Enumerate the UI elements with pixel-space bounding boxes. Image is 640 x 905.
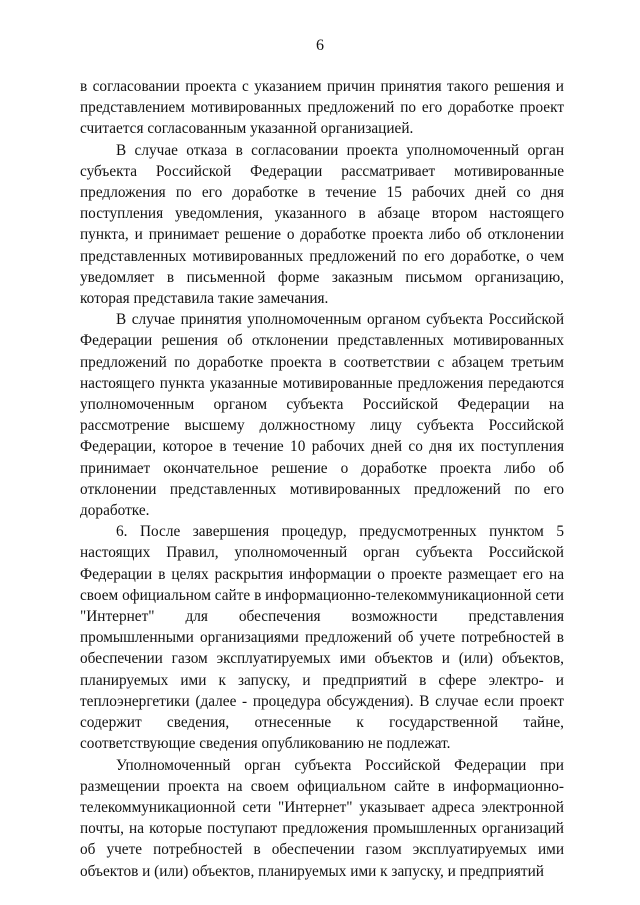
paragraph-item-6: 6. После завершения процедур, предусмотренных пунктом 5 настоящих Правил, уполномоченный орган субъекта Российской Федерации в целях раскрытия информации о проекте размещает его на своем официальном сайте в информационно-телекоммуникационной сети "Интернет" для обеспечения возможности представления промышленными организациями предложений об учете потребностей в обеспечении газом эксплуатируемых ими объектов и (или) объектов, планируемых ими к запуску, и предприятий в сфере электро- и теплоэнергетики (далее - процедура обсуждения). В случае если проект содержит сведения, отнесенные к государственной тайне, соответствующие сведения опубликованию не подлежат.	[80, 523, 564, 753]
paragraph-refusal-review: В случае отказа в согласовании проекта уполномоченный орган субъекта Российской Федерации рассматривает мотивированные предложения по его доработке в течение 15 рабочих дней со дня поступления уведомления, указанного в абзаце втором настоящего пункта, и принимает решение о доработке проекта либо об отклонении представленных мотивированных предложений по его доработке, о чем уведомляет в письменной форме заказным письмом организацию, которая представила такие замечания.	[80, 141, 564, 308]
document-body	[80, 76, 564, 882]
paragraph-email-addresses: Уполномоченный орган субъекта Российской Федерации при размещении проекта на своем официальном сайте в информационно-телекоммуникационной сети "Интернет" указывает адреса электронной почты, на которые поступают предложения промышленных организаций об учете потребностей в обеспечении газом эксплуатируемых ими объектов и (или) объектов, планируемых ими к запуску, и предприятий	[80, 756, 564, 880]
paragraph-rejection-transfer: В случае принятия уполномоченным органом субъекта Российской Федерации решения об отклонении представленных мотивированных предложений по доработке проекта в соответствии с абзацем третьим настоящего пункта указанные мотивированные предложения передаются уполномоченным органом субъекта Российской Федерации на рассмотрение высшему должностному лицу субъекта Российской Федерации, которое в течение 10 рабочих дней со дня их поступления принимает окончательное решение о доработке проекта либо об отклонении представленных мотивированных предложений по его доработке.	[80, 311, 564, 520]
page-number: 6	[316, 37, 324, 54]
paragraph-continuation: в согласовании проекта с указанием причин принятия такого решения и представлением мотивированных предложений по его доработке проект считается согласованным указанной организацией.	[80, 78, 564, 138]
